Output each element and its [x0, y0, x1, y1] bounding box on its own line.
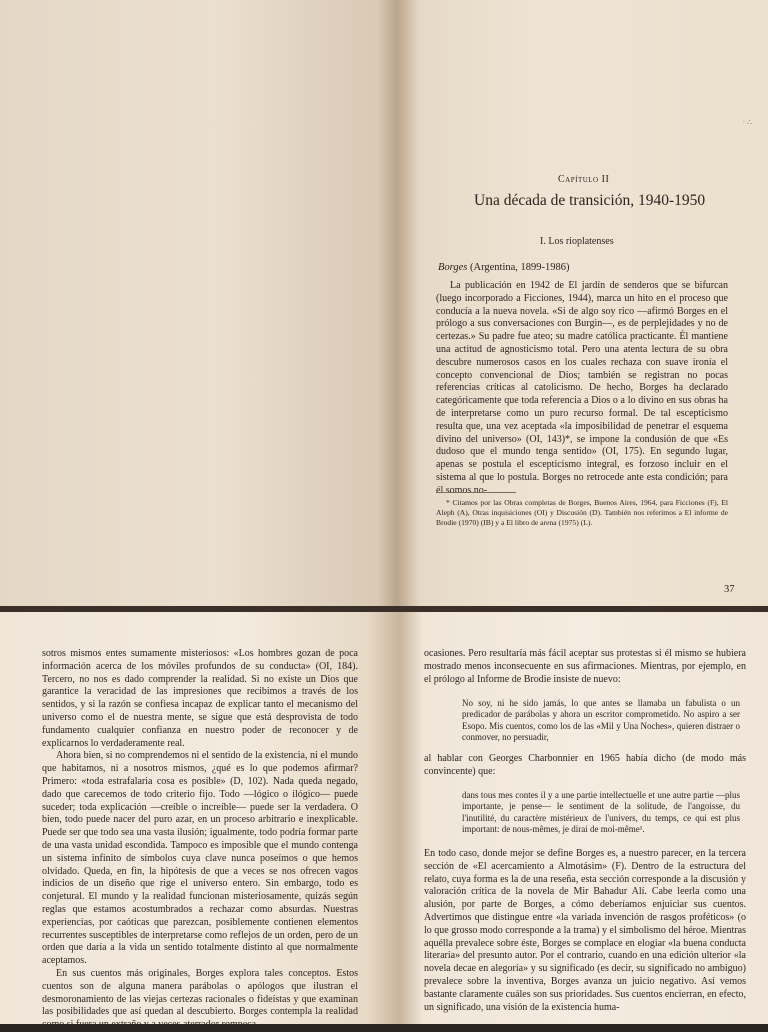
author-name: Borges: [438, 262, 468, 273]
footnote-text: * Citamos por las Obras completas de Borges, Buenos Aires, 1964, para Ficciones (F), El Aleph (A), Otras inquisiciones (OI) y Discusión (D). También nos referimos a El informe de Brodie (1970) (IB) y a El libro de arena (1975) (L).: [436, 498, 728, 527]
block-quote-french: dans tous mes contes il y a une partie intellectuelle et une autre partie —plus importante, je pense— le sentiment de la solitude, de l'angoisse, du l'inutilité, du caractère mistérieux de l'univers, du temps, ce qui est plus important: de nous-mêmes, je dirai de moi-même¹.: [462, 790, 740, 835]
paragraph: La publicación en 1942 de El jardín de senderos que se bifurcan (luego incorporado a Ficciones, 1944), marca un hito en el proceso que conducía a la nueva novela. «Si de algo soy rico —afirmó Borges en el prólogo a sus conversaciones con Burgin—, es de perplejidades y no de certezas.» Su padre fue ateo; su madre católica practicante. Él mantiene una actitud de agnosticismo total. Pero una atenta lectura de su obra descubre numerosos casos en los cuales rechaza con suave ironía el concepto convencional de Dios; también se registran no pocas referencias críticas al catolicismo. De hecho, Borges ha declarado categóricamente que toda referencia a Dios o a lo divino en sus obras ha de interpretarse como un puro recurso formal. De tal escepticismo resulta que, una vez aceptada «la imposibilidad de penetrar el esquema divino del universo» (OI, 143)*, se impone la condusión de que «Es dudoso que el mundo tenga sentido» (OI, 175). En segundo lugar, apenas se postula el escepticismo integral, es forzoso incluir en el sistema al que lo postula. Borges no retrocede ante esta condición; para él somos no-: [436, 280, 728, 496]
footnote-rule: [436, 492, 516, 493]
paragraph: sotros mismos entes sumamente misteriosos: «Los hombres gozan de poca información acerca de los móviles profundos de su conducta» (OI, 184). Tercero, no nos es dado comprender la realidad. Si no existe un Dios que garantice la veracidad de las impresiones que recibimos a través de los sentidos, y si la razón se confiesa incapaz de explicar tanto el mecanismo del universo como el de nuestra mente, se sigue que está desprovista de todo fundamento cualquier confianza en nuestro poder de reconocer y de explicarnos lo verdaderamente real.: [42, 648, 358, 749]
page-37: [398, 0, 768, 612]
paragraph: Ahora bien, si no comprendemos ni el sentido de la existencia, ni el mundo que habitamos, ni a nosotros mismos, ¿qué es lo que podemos afirmar? Primero: «toda estrafalaria cosa es posible» (D, 102). Nada queda negado, dado que carecemos de todo criterio fijo. Todo —lógico o ilógico— puede suceder; toda explicación —creíble o increíble— puede ser la verdadera. O bien, todo puede nacer del puro azar, en un proceso arbitrario e inexplicable. Puede ser que todo sea una vasta ilusión; igualmente, todo podría formar parte de una vasta unidad escondida. Tampoco es imposible que el mundo contenga un sistema infinito de símbolos cuya clave nunca poseímos o que hemos olvidado. Queda, en fin, la hipótesis de que a veces se nos ofrecen vagos indicios de un diseño que rige el universo entero. Sin embargo, todo es conjetural. El mundo y la realidad funcionan misteriosamente, quizás según reglas que estamos acostumbrados a rechazar como absurdas. Nuestras experiencias, por caóticas que parezcan, posiblemente contienen elementos recurrentes susceptibles de interpretarse como reflejos de un orden, pero de un orden que daría a la vida un sentido totalmente distinto al que normalmente aceptamos.: [42, 750, 358, 967]
body-text: [436, 280, 728, 498]
paragraph: En todo caso, donde mejor se define Borges es, a nuestro parecer, en la tercera sección de «El acercamiento a Almotásim» (F). Dentro de la estructura del relato, cuya forma es la de una reseña, esta sección corresponde a la discusión y valoración crítica de la novela de Mir Bahadur Alí. Cabe leerla como una alusión, por parte de Borges, a cómo deberíamos enjuiciar sus cuentos. Advertimos que distingue entre «la variada invención de rasgos proféticos» (o lo que grosso modo corresponde a la trama) y el simbolismo del héroe. Mientras aquélla prevalece sobre éste, Borges se complace en elogiar «la buena conducta literaria» del presunto autor. Por el contrario, cuando en una edición ulterior «la novela decae en alegoría» y su significado (es decir, su significado no ambiguo) prevalece sobre la inventiva, Borges avanza un juicio negativo. Así vemos bastante claramente cuáles son sus prioridades. Sus cuentos encierran, en efecto, un significado, una visión de la existencia huma-: [424, 848, 746, 1013]
blank-page-top-left: [0, 0, 398, 612]
paragraph: al hablar con Georges Charbonnier en 1965 había dicho (de modo más convincente) que:: [424, 753, 746, 777]
author-heading: [438, 262, 570, 273]
page-bottom-right: [400, 612, 768, 1024]
chapter-title: Una década de transición, 1940-1950: [474, 192, 706, 209]
page-mark: ˑ ∴: [742, 118, 752, 127]
section-heading: I. Los rioplatenses: [540, 236, 614, 247]
body-text-intro: [424, 648, 746, 686]
page-number: 37: [724, 584, 735, 595]
body-text: [42, 648, 358, 1032]
block-quote-spanish: No soy, ni he sido jamás, lo que antes se llamaba un fabulista o un predicador de parábolas y ahora un escritor comprometido. No aspiro a ser Esopo. Mis cuentos, como los de las «Mil y Una Noches», quieren distraer o conmover, no persuadir,: [462, 698, 740, 743]
paragraph: En sus cuentos más originales, Borges explora tales conceptos. Estos cuentos son de alguna manera parábolas o apólogos que ilustran el desmoronamiento de las viejas certezas racionales o fideístas y que examinan las posibilidades que así quedan al descubierto. Borges contempla la realidad como si fuera un extraño y a veces aterrador rompeca-: [42, 967, 358, 1031]
chapter-label: Capítulo II: [558, 174, 610, 185]
page-bottom-left: [0, 612, 400, 1031]
body-text-bridge: [424, 753, 746, 779]
footnote: [436, 498, 728, 528]
author-info: (Argentina, 1899-1986): [467, 262, 570, 273]
paragraph: ocasiones. Pero resultaría más fácil aceptar sus protestas si él mismo se hubiera mostrado menos inconsecuente en sus afirmaciones. Mientras, por ejemplo, en el prólogo al Informe de Brodie insiste de nuevo:: [424, 648, 746, 685]
body-text-main: [424, 848, 746, 1014]
